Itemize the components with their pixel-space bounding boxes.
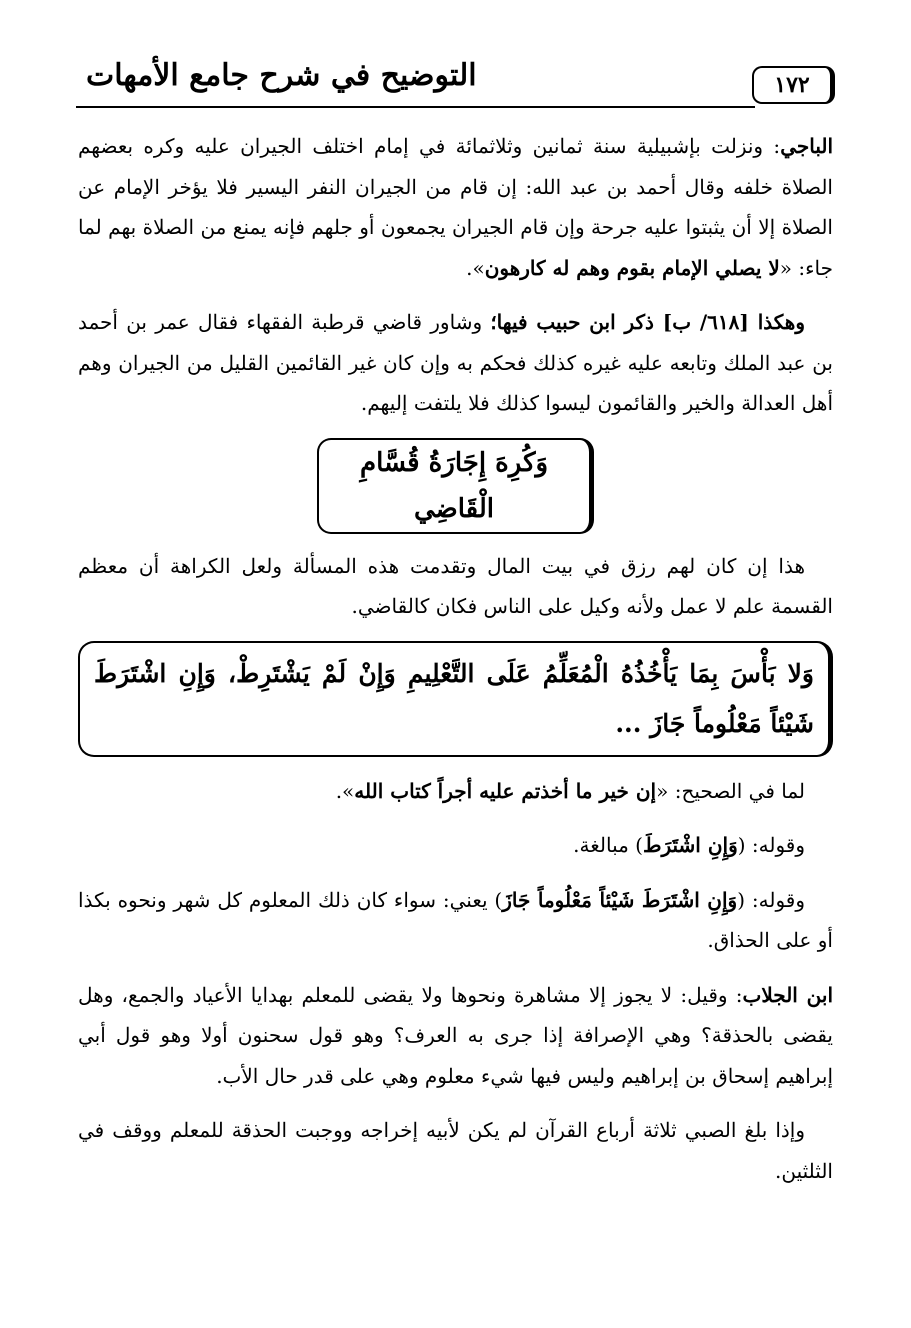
- paragraph-hakadha: [78, 302, 833, 424]
- paragraph-lead: وهكذا [٦١٨/ ب] ذكر ابن حبيب فيها؛: [490, 310, 805, 334]
- paragraph-ibn-jallab: [78, 975, 833, 1097]
- matn-quote: وَإِنِ اشْتَرَطَ شَيْئاً مَعْلُوماً جَازَ: [502, 887, 738, 912]
- paragraph-text: وشاور قاضي قرطبة الفقهاء فقال عمر بن أحمد بن عبد الملك وتابعه عليه غيره كذلك فحكم به وإن كان غير القائمين القليل من الجيران وهم أهل العدالة والخير والقائمون ليسوا كذلك فلا يلتفت إليهم.: [78, 310, 833, 415]
- book-title: التوضيح في شرح جامع الأمهات: [86, 58, 477, 93]
- paragraph-sahih: [78, 771, 833, 812]
- quote-close: ».: [466, 255, 485, 280]
- page-number: ١٧٢: [774, 72, 810, 98]
- section-heading: وَكُرِهَ إِجَارَةُ قُسَّامِ الْقَاضِي: [317, 438, 594, 534]
- running-header: [76, 56, 835, 108]
- hadith-quote: إن خير ما أخذتم عليه أجراً كتاب الله: [354, 778, 657, 803]
- paragraph-text: ) مبالغة.: [573, 833, 643, 857]
- paragraph-final: وإذا بلغ الصبي ثلاثة أرباع القرآن لم يكن لأبيه إخراجه ووجبت الحذقة للمعلم ووقف في الثلثين.: [78, 1118, 833, 1183]
- paragraph-lead: ابن الجلاب: [742, 982, 833, 1007]
- paragraph-text: لما في الصحيح: «: [656, 778, 805, 803]
- paragraph-qawluhu-2: [78, 880, 833, 961]
- paragraph-text: وقوله: (: [737, 833, 805, 857]
- paragraph-text: ) يعني: سواء كان ذلك المعلوم كل شهر ونحوه بكذا أو على الحذاق.: [78, 887, 833, 952]
- paragraph-text: وقوله: (: [737, 887, 806, 912]
- paragraph-commentary: هذا إن كان لهم رزق في بيت المال وتقدمت هذه المسألة ولعل الكراهة أن معظم القسمة علم لا عمل ولأنه وكيل على الناس فكان كالقاضي.: [78, 553, 833, 618]
- hadith-quote: لا يصلي الإمام بقوم وهم له كارهون: [484, 255, 780, 280]
- paragraph-text: : وقيل: لا يجوز إلا مشاهرة ونحوها ولا يقضى للمعلم بهدايا الأعياد والجمع، وهل يقضى بالحذقة؟ وهي الإصرافة إذا جرى به العرف؟ وهو قول سحنون أولا وهو قول أبي إبراهيم إسحاق بن إبراهيم وليس فيها شيء معلوم وهي على قدر حال الأب.: [78, 982, 833, 1088]
- paragraph-baji: [78, 126, 833, 288]
- page-body: [78, 126, 833, 1205]
- paragraph-qawluhu-1: [78, 825, 833, 866]
- header-rule: [76, 106, 755, 108]
- matn-quote: وَإِنِ اشْتَرَطَ: [642, 833, 738, 857]
- matn-box: وَلا بَأْسَ بِمَا يَأْخُذُهُ الْمُعَلِّمُ عَلَى التَّعْلِيمِ وَإِنْ لَمْ يَشْتَرِطْ، وَإِنِ اشْتَرَطَ شَيْئاً مَعْلُوماً جَازَ ...: [78, 641, 833, 757]
- paragraph-lead: الباجي: [780, 134, 833, 158]
- quote-close: ».: [335, 778, 355, 803]
- paragraph-text: : ونزلت بإشبيلية سنة ثمانين وثلاثمائة في إمام اختلف الجيران عليه وكره بعضهم الصلاة خلفه وقال أحمد بن عبد الله: إن قام من الجيران النفر اليسير فلا يؤخر الإمام عن الصلاة إلا أن يثبتوا عليه جرحة وإن قام الجيران يجمعون أو جلهم فإنه يمنع من الصلاة بهم لما جاء: «: [78, 134, 833, 280]
- page-number-box: [752, 66, 835, 104]
